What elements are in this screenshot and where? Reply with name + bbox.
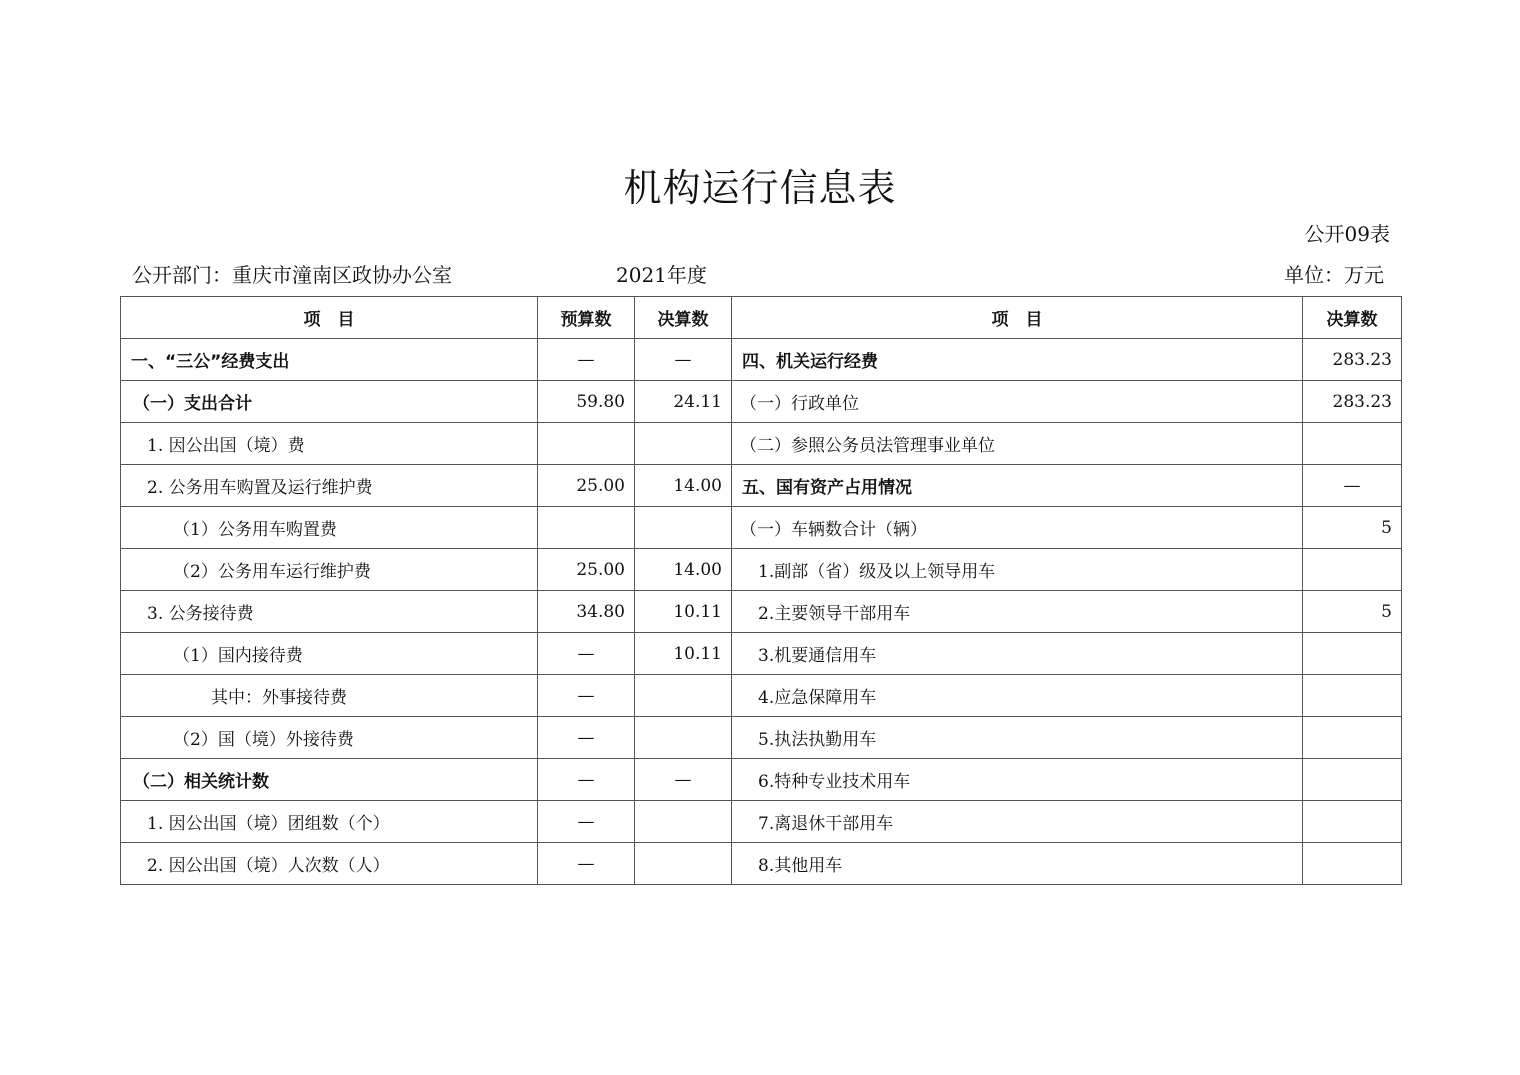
page-title: 机构运行信息表	[623, 166, 897, 210]
right-item: 四、机关运行经费	[732, 339, 1303, 381]
left-item: （1）公务用车购置费	[121, 507, 538, 549]
table-row	[121, 465, 1402, 507]
budget-value: —	[538, 759, 635, 801]
budget-value: 25.00	[538, 465, 635, 507]
right-final-value	[1303, 633, 1402, 675]
header-right-item: 项 目	[732, 297, 1303, 339]
budget-value: 59.80	[538, 381, 635, 423]
table-row	[121, 633, 1402, 675]
table-row	[121, 381, 1402, 423]
final-value: 14.00	[635, 465, 732, 507]
budget-value: 25.00	[538, 549, 635, 591]
header-budget: 预算数	[538, 297, 635, 339]
budget-value: —	[538, 339, 635, 381]
left-item: 一、“三公”经费支出	[121, 339, 538, 381]
right-final-value	[1303, 717, 1402, 759]
info-table	[120, 296, 1402, 885]
table-row	[121, 717, 1402, 759]
final-value: —	[635, 759, 732, 801]
final-value: 14.00	[635, 549, 732, 591]
right-final-value	[1303, 843, 1402, 885]
final-value	[635, 507, 732, 549]
final-value: 24.11	[635, 381, 732, 423]
table-row	[121, 423, 1402, 465]
table-row	[121, 591, 1402, 633]
left-item: （二）相关统计数	[121, 759, 538, 801]
form-number: 公开09表	[1304, 222, 1390, 246]
table-row	[121, 801, 1402, 843]
right-item: 5.执法执勤用车	[732, 717, 1303, 759]
right-item: （一）车辆数合计（辆）	[732, 507, 1303, 549]
left-item: （1）国内接待费	[121, 633, 538, 675]
budget-value: —	[538, 843, 635, 885]
table-row	[121, 843, 1402, 885]
right-final-value	[1303, 549, 1402, 591]
department-label: 公开部门：重庆市潼南区政协办公室	[132, 263, 452, 287]
final-value	[635, 717, 732, 759]
right-final-value	[1303, 675, 1402, 717]
right-item: 4.应急保障用车	[732, 675, 1303, 717]
budget-value: 34.80	[538, 591, 635, 633]
budget-value	[538, 423, 635, 465]
right-item: 2.主要领导干部用车	[732, 591, 1303, 633]
right-item: 3.机要通信用车	[732, 633, 1303, 675]
budget-value	[538, 507, 635, 549]
header-left-item: 项 目	[121, 297, 538, 339]
right-item: 五、国有资产占用情况	[732, 465, 1303, 507]
header-final: 决算数	[635, 297, 732, 339]
left-item: 1. 因公出国（境）团组数（个）	[121, 801, 538, 843]
right-item: （一）行政单位	[732, 381, 1303, 423]
right-final-value: 283.23	[1303, 339, 1402, 381]
budget-value: —	[538, 717, 635, 759]
final-value	[635, 675, 732, 717]
fiscal-year-label: 2021年度	[616, 263, 707, 287]
final-value	[635, 843, 732, 885]
final-value: 10.11	[635, 633, 732, 675]
right-final-value	[1303, 801, 1402, 843]
right-item: （二）参照公务员法管理事业单位	[732, 423, 1303, 465]
left-item: 2. 公务用车购置及运行维护费	[121, 465, 538, 507]
final-value	[635, 801, 732, 843]
right-item: 1.副部（省）级及以上领导用车	[732, 549, 1303, 591]
table-row	[121, 549, 1402, 591]
right-item: 8.其他用车	[732, 843, 1303, 885]
budget-value: —	[538, 801, 635, 843]
header-right-final: 决算数	[1303, 297, 1402, 339]
table-row	[121, 675, 1402, 717]
left-item: 1. 因公出国（境）费	[121, 423, 538, 465]
right-item: 6.特种专业技术用车	[732, 759, 1303, 801]
left-item: （2）国（境）外接待费	[121, 717, 538, 759]
unit-label: 单位：万元	[1284, 263, 1384, 287]
left-item: （2）公务用车运行维护费	[121, 549, 538, 591]
right-final-value	[1303, 423, 1402, 465]
table-row	[121, 339, 1402, 381]
right-final-value: 5	[1303, 507, 1402, 549]
right-final-value: 5	[1303, 591, 1402, 633]
right-final-value	[1303, 759, 1402, 801]
left-item: 3. 公务接待费	[121, 591, 538, 633]
left-item: （一）支出合计	[121, 381, 538, 423]
left-item: 其中：外事接待费	[121, 675, 538, 717]
budget-value: —	[538, 633, 635, 675]
table-row	[121, 507, 1402, 549]
final-value: 10.11	[635, 591, 732, 633]
right-final-value: 283.23	[1303, 381, 1402, 423]
right-final-value: —	[1303, 465, 1402, 507]
budget-value: —	[538, 675, 635, 717]
left-item: 2. 因公出国（境）人次数（人）	[121, 843, 538, 885]
table-header-row	[121, 297, 1402, 339]
right-item: 7.离退休干部用车	[732, 801, 1303, 843]
final-value: —	[635, 339, 732, 381]
final-value	[635, 423, 732, 465]
table-row	[121, 759, 1402, 801]
